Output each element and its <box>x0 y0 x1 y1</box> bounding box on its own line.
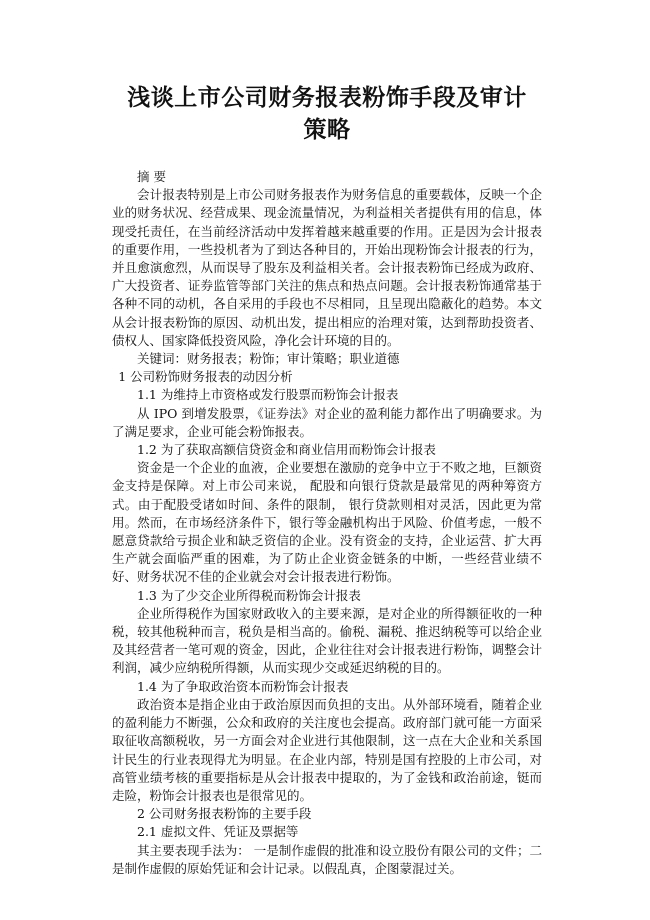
section-heading-1: 1 公司粉饰财务报表的动因分析 <box>118 369 293 385</box>
title-line-2: 策略 <box>303 117 351 143</box>
subsection-heading-1-4: 1.4 为了争取政治资本而粉饰会计报表 <box>137 678 349 694</box>
abstract-label: 摘 要 <box>137 169 166 184</box>
paragraph-1-2: 资金是一个企业的血液，企业要想在激励的竞争中立于不败之地，巨额资金支持是保障。对上市公司来说， 配股和向银行贷款是最常见的两种筹资方式。由于配股受诸如时间、条件的限制， 银行贷款则相对灵活，因此更为常用。然而，在市场经济条件下，银行等金融机构出于风险、价值考虑，一般不愿意贷款给亏损企业和缺乏资信的企业。没有资金的支持，企业运营、扩大再生产就会面临严重的困难，为了防止企业资金链条的中断，一些经营业绩不好、财务状况不佳的企业就会对会计报表进行粉饰。 <box>112 460 542 585</box>
keywords-line: 关键词：财务报表；粉饰；审计策略；职业道德 <box>137 351 400 367</box>
subsection-heading-2-1: 2.1 虚拟文件、凭证及票据等 <box>137 824 299 840</box>
document-body <box>112 168 542 878</box>
section-heading-2: 2 公司财务报表粉饰的主要手段 <box>137 806 312 822</box>
subsection-heading-1-2: 1.2 为了获取高额信贷资金和商业信用而粉饰会计报表 <box>137 442 436 458</box>
paragraph-1-1: 从 IPO 到增发股票，《证券法》对企业的盈利能力都作出了明确要求。为了满足要求，企业可能会粉饰报表。 <box>112 405 542 439</box>
paragraph-2-1: 其主要表现手法为： 一是制作虚假的批准和设立股份有限公司的文件；二是制作虚假的原始凭证和会计记录。以假乱真，企图蒙混过关。 <box>112 842 542 876</box>
paragraph-1-4: 政治资本是指企业由于政治原因而负担的支出。从外部环境看，随着企业的盈利能力不断强，公众和政府的关注度也会提高。政府部门就可能一方面采取征收高额税收，另一方面会对企业进行其他限制，这一点在大企业和关系国计民生的行业表现得尤为明显。在企业内部，特别是国有控股的上市公司，对高管业绩考核的重要指标是从会计报表中提取的，为了金钱和政治前途，铤而走险，粉饰会计报表也是很常见的。 <box>112 696 542 803</box>
paragraph-1-3: 企业所得税作为国家财政收入的主要来源，是对企业的所得额征收的一种税，较其他税种而言，税负是相当高的。偷税、漏税、推迟纳税等可以给企业及其经营者一笔可观的资金，因此，企业往往对会计报表进行粉饰，调整会计利润，减少应纳税所得额，从而实现少交或延迟纳税的目的。 <box>112 605 542 676</box>
document-page <box>112 82 542 878</box>
abstract-paragraph: 会计报表特别是上市公司财务报表作为财务信息的重要载体，反映一个企业的财务状况、经营成果、现金流量情况，为利益相关者提供有用的信息，体现受托责任，在当前经济活动中发挥着越来越重要的作用。正是因为会计报表的重要作用，一些投机者为了到达各种目的，开始出现粉饰会计报表的行为，并且愈演愈烈，从而误导了股东及利益相关者。会计报表粉饰已经成为政府、广大投资者、证券监管等部门关注的焦点和热点问题。会计报表粉饰通常基于各种不同的动机，各自采用的手段也不尽相同，且呈现出隐蔽化的趋势。本文从会计报表粉饰的原因、动机出发，提出相应的治理对策，达到帮助投资者、债权人、国家降低投资风险，净化会计环境的目的。 <box>112 187 542 348</box>
title-line-1: 浅谈上市公司财务报表粉饰手段及审计 <box>127 85 527 111</box>
subsection-heading-1-3: 1.3 为了少交企业所得税而粉饰会计报表 <box>137 587 361 603</box>
subsection-heading-1-1: 1.1 为维持上市资格或发行股票而粉饰会计报表 <box>137 387 399 403</box>
document-title <box>112 82 542 146</box>
